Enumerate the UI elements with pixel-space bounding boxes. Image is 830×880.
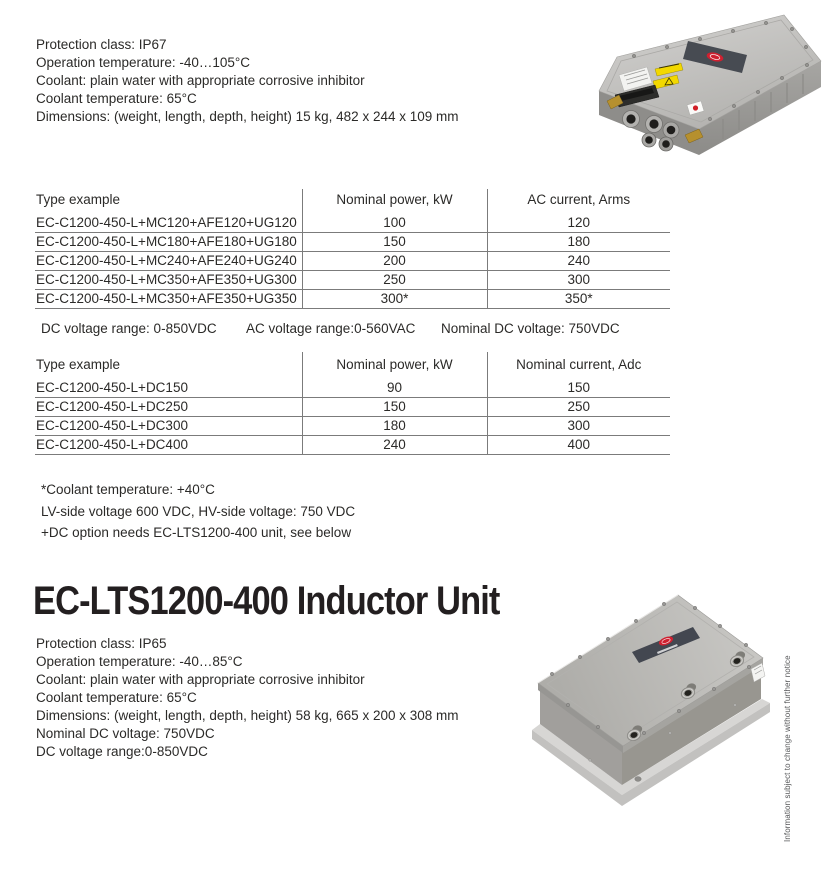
- spec-line: DC voltage range:0-850VDC: [36, 744, 208, 759]
- dc-voltage-range: DC voltage range: 0-850VDC: [41, 321, 217, 336]
- cell-type: EC-C1200-450-L+MC180+AFE180+UG180: [35, 233, 302, 252]
- col-header-type: Type example: [36, 357, 121, 372]
- table-row: [35, 233, 670, 252]
- table-header-row: [35, 352, 670, 379]
- cell-power: 150: [302, 233, 487, 252]
- footnote-line: *Coolant temperature: +40°C: [41, 482, 215, 497]
- table-row: [35, 436, 670, 455]
- inductor-unit-photo: [530, 592, 792, 817]
- footnote-line: LV-side voltage 600 VDC, HV-side voltage: 750 VDC: [41, 503, 356, 519]
- table-row: [35, 290, 670, 309]
- spec-line: Coolant temperature: 65°C: [36, 91, 197, 106]
- nominal-dc-voltage: Nominal DC voltage: 750VDC: [441, 321, 620, 336]
- inductor-spec-list: [36, 635, 459, 761]
- cell-current: 350*: [487, 290, 670, 309]
- cell-type: EC-C1200-450-L+DC250: [35, 398, 302, 417]
- flange-knob: [635, 777, 641, 782]
- cell-current: 150: [487, 379, 670, 398]
- spec-line: Dimensions: (weight, length, depth, height) 58 kg, 665 x 200 x 308 mm: [36, 708, 459, 723]
- col-header-power: Nominal power, kW: [302, 352, 487, 379]
- spec-line: Coolant temperature: 65°C: [36, 690, 197, 705]
- cell-power: 250: [302, 271, 487, 290]
- cell-power: 90: [302, 379, 487, 398]
- cell-type: EC-C1200-450-L+DC300: [35, 417, 302, 436]
- cell-type: EC-C1200-450-L+MC350+AFE350+UG350: [35, 290, 302, 309]
- cell-current: 250: [487, 398, 670, 417]
- cell-power: 300*: [302, 290, 487, 309]
- table-row: [35, 214, 670, 233]
- cell-type: EC-C1200-450-L+DC400: [35, 436, 302, 455]
- footnotes: [41, 479, 355, 544]
- col-header-power: Nominal power, kW: [302, 189, 487, 214]
- table-row: [35, 417, 670, 436]
- cell-type: EC-C1200-450-L+MC350+AFE350+UG300: [35, 271, 302, 290]
- col-header-type: Type example: [36, 192, 121, 207]
- cell-power: 100: [302, 214, 487, 233]
- footnote-line: +DC option needs EC-LTS1200-400 unit, see below: [41, 525, 352, 540]
- table-row: [35, 271, 670, 290]
- cell-type: EC-C1200-450-L+MC240+AFE240+UG240: [35, 252, 302, 271]
- spec-line: Dimensions: (weight, length, depth, height) 15 kg, 482 x 244 x 109 mm: [36, 109, 459, 124]
- cell-type: EC-C1200-450-L+MC120+AFE120+UG120: [35, 214, 302, 233]
- cell-current: 300: [487, 271, 670, 290]
- inductor-section-title: EC-LTS1200-400 Inductor Unit: [33, 579, 500, 623]
- spec-line: Protection class: IP65: [36, 636, 167, 651]
- ac-voltage-range: AC voltage range:0-560VAC: [246, 321, 416, 336]
- table-row: [35, 379, 670, 398]
- converter-spec-list: [36, 36, 459, 126]
- cell-power: 240: [302, 436, 487, 455]
- cell-current: 120: [487, 214, 670, 233]
- side-note: Information subject to change without further notice: [783, 655, 792, 842]
- spec-line: Protection class: IP67: [36, 37, 167, 52]
- spec-line: Operation temperature: -40…85°C: [36, 654, 243, 669]
- col-header-current: AC current, Arms: [487, 189, 670, 214]
- table-header-row: [35, 189, 670, 214]
- cell-power: 200: [302, 252, 487, 271]
- voltage-notes: [41, 321, 681, 339]
- col-header-current: Nominal current, Adc: [487, 352, 670, 379]
- cell-current: 240: [487, 252, 670, 271]
- spec-line: Coolant: plain water with appropriate corrosive inhibitor: [36, 73, 365, 88]
- cell-power: 150: [302, 398, 487, 417]
- cell-type: EC-C1200-450-L+DC150: [35, 379, 302, 398]
- spec-line: Nominal DC voltage: 750VDC: [36, 726, 215, 741]
- cell-current: 300: [487, 417, 670, 436]
- spec-line: Coolant: plain water with appropriate corrosive inhibitor: [36, 672, 365, 687]
- table-row: [35, 252, 670, 271]
- cell-power: 180: [302, 417, 487, 436]
- cell-current: 400: [487, 436, 670, 455]
- cell-current: 180: [487, 233, 670, 252]
- converter-unit-photo: [591, 3, 829, 168]
- spec-line: Operation temperature: -40…105°C: [36, 55, 251, 70]
- table-row: [35, 398, 670, 417]
- ac-ratings-table: [35, 189, 670, 309]
- dc-ratings-table: [35, 352, 670, 455]
